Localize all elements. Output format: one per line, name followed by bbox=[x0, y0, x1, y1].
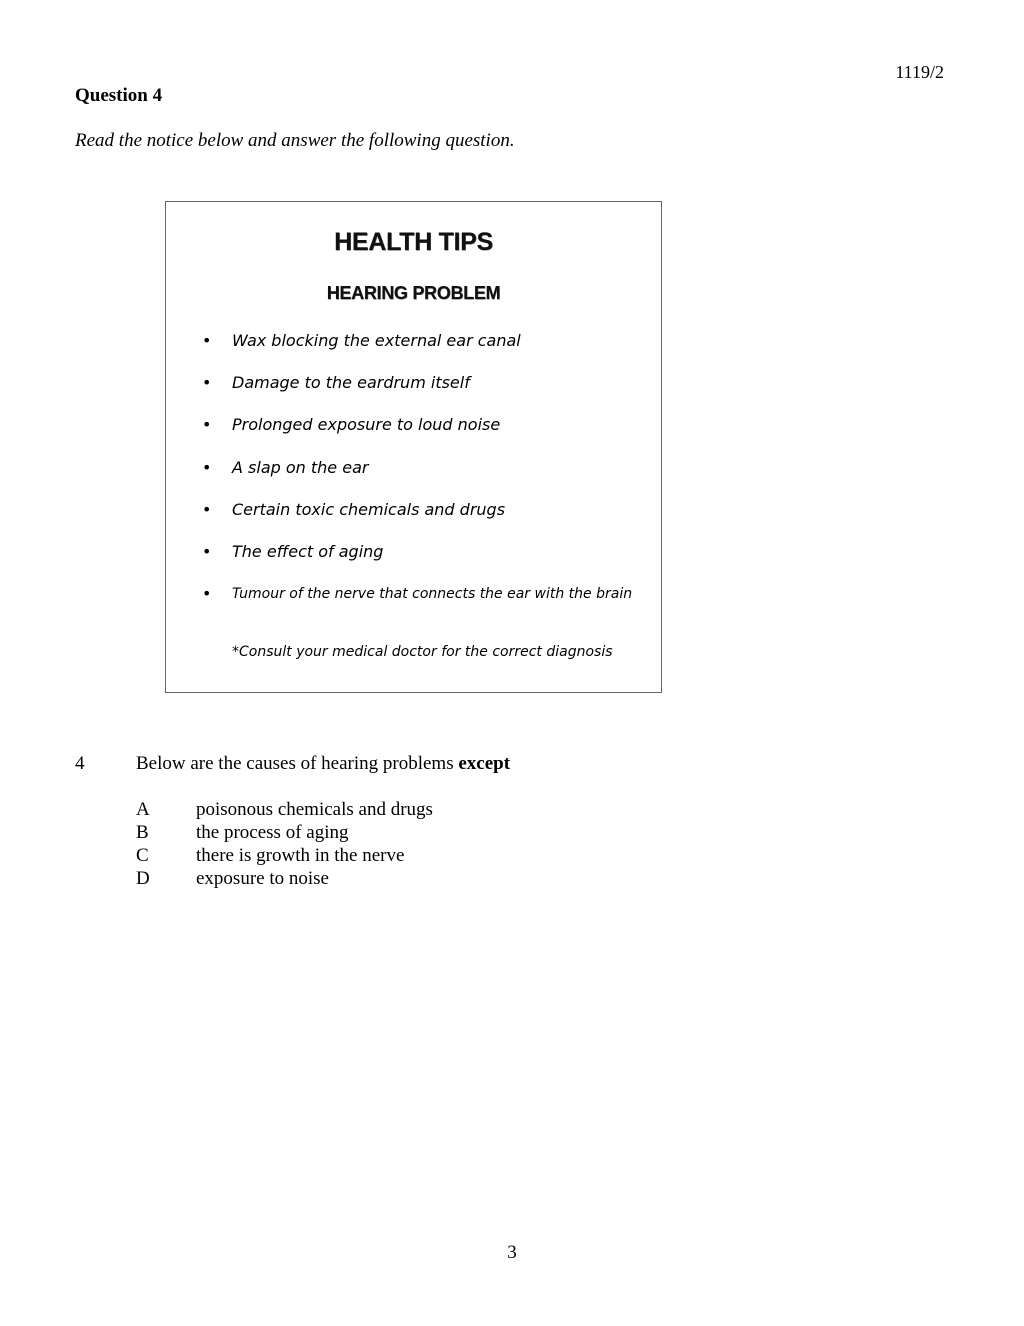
bullet-icon: • bbox=[202, 542, 212, 561]
tip-item bbox=[202, 457, 642, 479]
bullet-icon: • bbox=[202, 458, 212, 477]
option-letter: A bbox=[136, 799, 150, 820]
question-text bbox=[136, 753, 510, 775]
stem-text: Below are the causes of hearing problems bbox=[136, 753, 454, 774]
page-number: 3 bbox=[507, 1242, 517, 1263]
tip-item bbox=[202, 499, 642, 521]
tip-text: Prolonged exposure to loud noise bbox=[232, 415, 501, 434]
option-letter: D bbox=[136, 868, 150, 889]
notice-subtitle: HEARING PROBLEM bbox=[326, 283, 501, 303]
question-number: 4 bbox=[75, 753, 85, 774]
question-heading: Question 4 bbox=[75, 85, 163, 106]
notice-footnote: *Consult your medical doctor for the correct diagnosis bbox=[232, 644, 613, 660]
bullet-icon: • bbox=[202, 373, 212, 392]
option-text: the process of aging bbox=[196, 822, 349, 843]
tip-item bbox=[202, 330, 642, 352]
option-text: there is growth in the nerve bbox=[196, 845, 405, 866]
option-letter: B bbox=[136, 822, 149, 843]
tip-text: A slap on the ear bbox=[232, 458, 369, 477]
paper-code: 1119/2 bbox=[895, 62, 944, 82]
tip-text: Damage to the eardrum itself bbox=[232, 373, 470, 392]
option-text: exposure to noise bbox=[196, 868, 329, 889]
stem-emphasis: except bbox=[458, 753, 511, 774]
tip-text: Tumour of the nerve that connects the ear with the brain bbox=[232, 586, 633, 602]
tip-item bbox=[202, 414, 642, 436]
bullet-icon: • bbox=[202, 415, 212, 434]
bullet-icon: • bbox=[202, 331, 212, 350]
option-letter: C bbox=[136, 845, 149, 866]
tip-text: Certain toxic chemicals and drugs bbox=[232, 500, 506, 519]
tip-text: The effect of aging bbox=[232, 542, 384, 561]
question-instruction: Read the notice below and answer the following question. bbox=[75, 130, 515, 151]
tip-item bbox=[202, 583, 642, 605]
bullet-icon: • bbox=[202, 584, 212, 603]
tip-item bbox=[202, 541, 642, 563]
bullet-icon: • bbox=[202, 500, 212, 519]
option-text: poisonous chemicals and drugs bbox=[196, 799, 433, 820]
tip-text: Wax blocking the external ear canal bbox=[232, 331, 521, 350]
notice-title: HEALTH TIPS bbox=[334, 228, 493, 256]
health-tips-notice bbox=[165, 201, 662, 693]
tip-item bbox=[202, 372, 642, 394]
